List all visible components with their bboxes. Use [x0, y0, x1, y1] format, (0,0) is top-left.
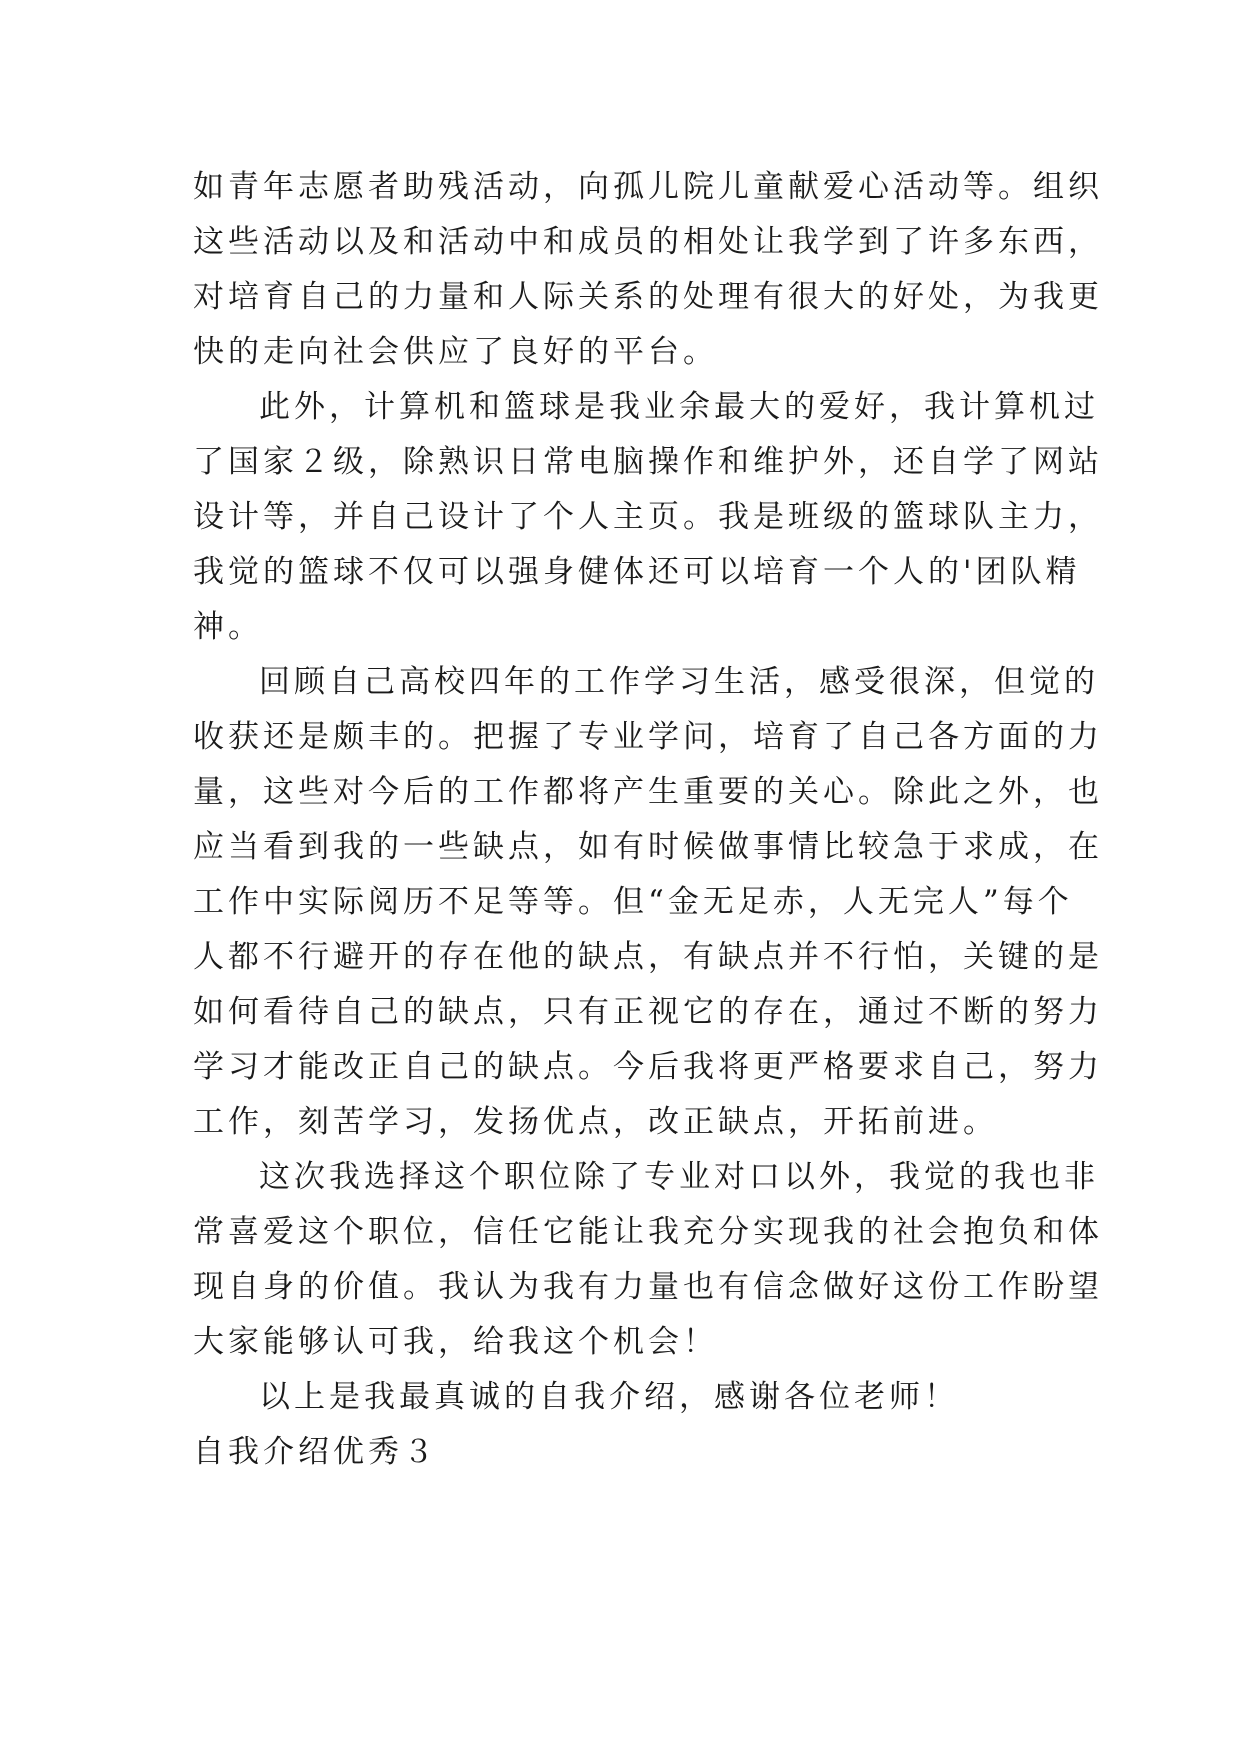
text-line: 收获还是颇丰的。把握了专业学问，培育了自己各方面的力 [193, 719, 1103, 755]
text-line: 大家能够认可我，给我这个机会！ [193, 1324, 718, 1360]
text-line: 快的走向社会供应了良好的平台。 [193, 334, 718, 370]
text-line: 应当看到我的一些缺点，如有时候做事情比较急于求成，在 [193, 829, 1103, 865]
text-line: 对培育自己的力量和人际关系的处理有很大的好处，为我更 [193, 279, 1103, 315]
document-body [193, 160, 1103, 1480]
text-line: 人都不行避开的存在他的缺点，有缺点并不行怕，关键的是 [193, 939, 1103, 975]
text-line: 此外，计算机和篮球是我业余最大的爱好，我计算机过 [259, 389, 1099, 425]
text-line: 以上是我最真诚的自我介绍，感谢各位老师！ [259, 1379, 959, 1415]
text-line: 工作中实际阅历不足等等。但“金无足赤，人无完人”每个 [193, 884, 1073, 920]
text-line: 现自身的价值。我认为我有力量也有信念做好这份工作盼望 [193, 1269, 1103, 1305]
text-line: 常喜爱这个职位，信任它能让我充分实现我的社会抱负和体 [193, 1214, 1103, 1250]
text-line: 我觉的篮球不仅可以强身健体还可以培育一个人的'团队精 [193, 554, 1081, 590]
text-line: 量，这些对今后的工作都将产生重要的关心。除此之外，也 [193, 774, 1103, 810]
text-line: 了国家２级，除熟识日常电脑操作和维护外，还自学了网站 [193, 444, 1103, 480]
text-line: 这些活动以及和活动中和成员的相处让我学到了许多东西， [193, 224, 1103, 260]
paragraph-volunteer-activities [193, 160, 1103, 380]
text-line: 回顾自己高校四年的工作学习生活，感受很深，但觉的 [259, 664, 1099, 700]
text-line: 工作，刻苦学习，发扬优点，改正缺点，开拓前进。 [193, 1104, 998, 1140]
paragraph-review [193, 655, 1103, 1150]
paragraph-closing [193, 1370, 1053, 1425]
text-line: 学习才能改正自己的缺点。今后我将更严格要求自己，努力 [193, 1049, 1103, 1085]
text-line: 如何看待自己的缺点，只有正视它的存在，通过不断的努力 [193, 994, 1103, 1030]
paragraph-hobbies [193, 380, 1103, 655]
section-heading: 自我介绍优秀３ [193, 1434, 438, 1470]
text-line: 设计等，并自己设计了个人主页。我是班级的篮球队主力， [193, 499, 1103, 535]
text-line: 如青年志愿者助残活动，向孤儿院儿童献爱心活动等。组织 [193, 169, 1103, 205]
text-line: 神。 [193, 609, 263, 645]
text-line: 这次我选择这个职位除了专业对口以外，我觉的我也非 [259, 1159, 1099, 1195]
paragraph-position [193, 1150, 1103, 1370]
